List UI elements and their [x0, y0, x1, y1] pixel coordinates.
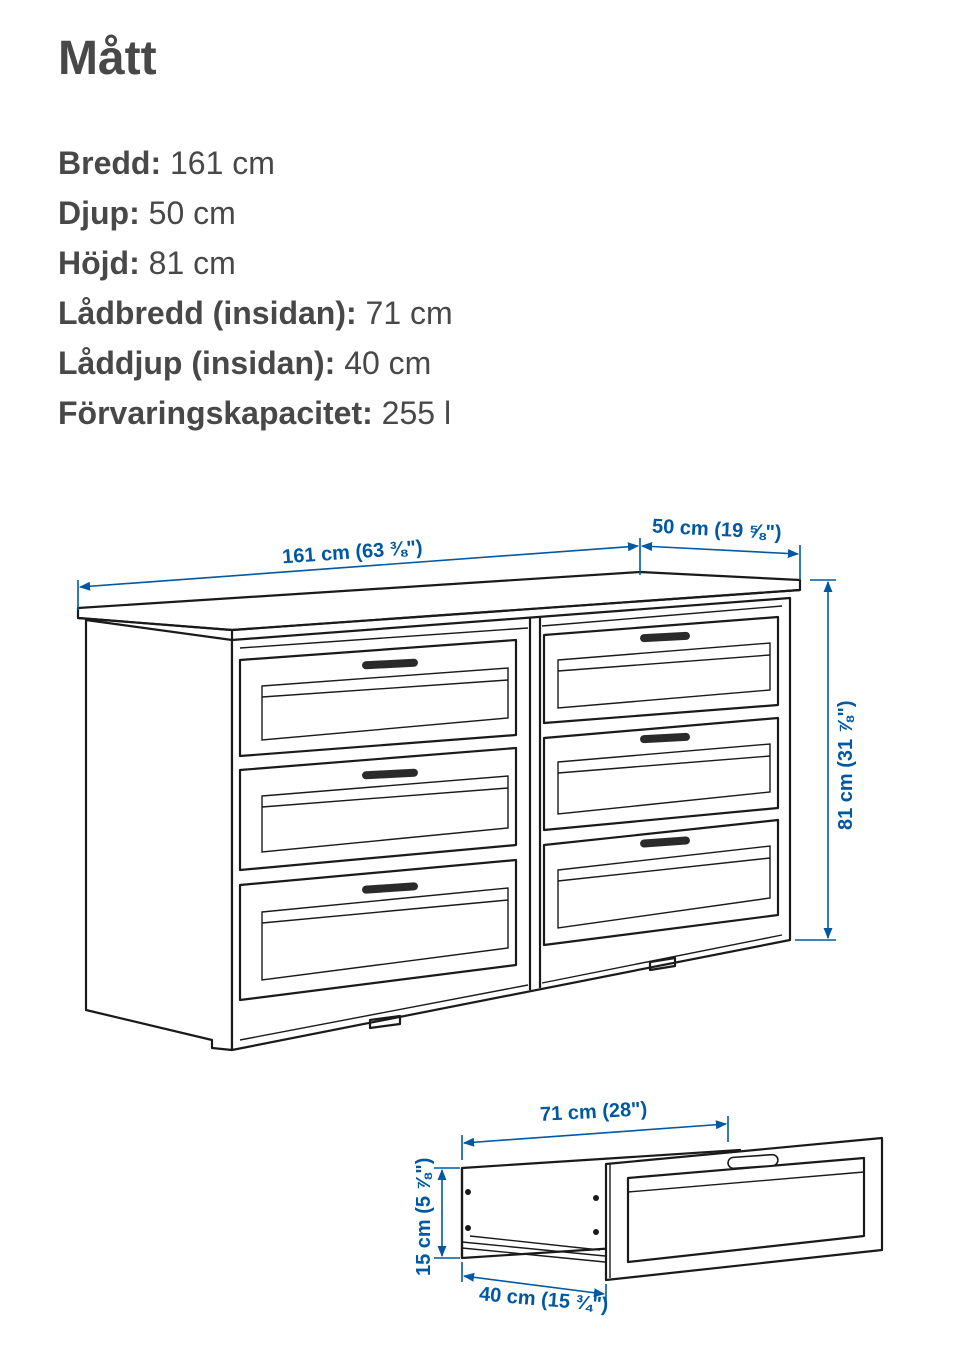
dresser-illustration	[78, 572, 800, 1050]
depth-dimension	[642, 515, 800, 580]
drawer-depth-dimension	[462, 1262, 609, 1316]
spec-label: Djup:	[58, 195, 140, 231]
spec-value: 161 cm	[170, 145, 275, 181]
drawer-width-label: 71 cm (28")	[539, 1098, 648, 1126]
drawer-illustration	[462, 1138, 882, 1280]
page-title: Mått	[58, 32, 157, 85]
spec-label: Låddjup (insidan):	[58, 345, 336, 381]
drawer-width-dimension	[462, 1098, 728, 1160]
spec-label: Bredd:	[58, 145, 162, 181]
drawer-height-dimension	[413, 1158, 460, 1276]
width-dimension-label: 161 cm (63 ⅜")	[281, 536, 424, 569]
depth-dimension-label: 50 cm (19 ⅝")	[651, 515, 783, 545]
spec-label: Höjd:	[58, 245, 140, 281]
height-dimension	[795, 580, 857, 940]
drawer-depth-label: 40 cm (15 ¾")	[478, 1283, 610, 1317]
spec-value: 50 cm	[148, 195, 236, 231]
spec-label: Lådbredd (insidan):	[58, 295, 357, 331]
spec-value: 40 cm	[344, 345, 432, 381]
spec-value: 255 l	[381, 395, 452, 431]
drawer-height-label: 15 cm (5 ⅞")	[413, 1157, 435, 1276]
spec-value: 81 cm	[148, 245, 236, 281]
spec-value: 71 cm	[365, 295, 453, 331]
spec-label: Förvaringskapacitet:	[58, 395, 373, 431]
height-dimension-label: 81 cm (31 ⅞")	[835, 700, 857, 830]
